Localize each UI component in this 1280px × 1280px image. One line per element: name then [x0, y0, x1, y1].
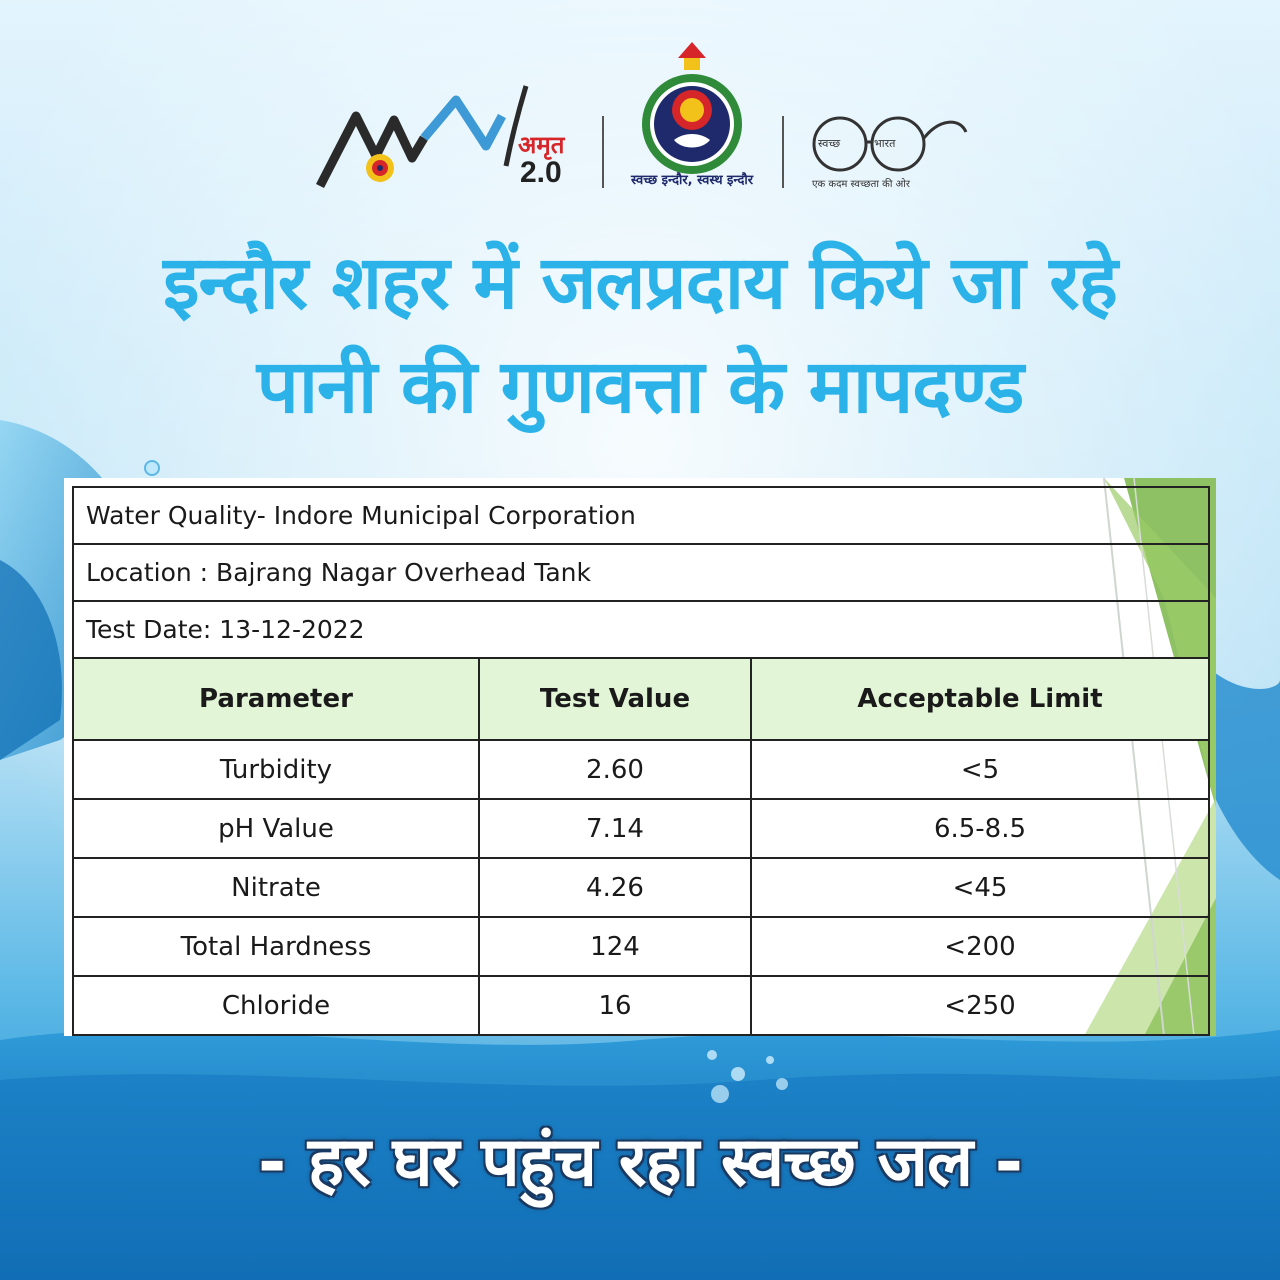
- table-row: [73, 917, 1209, 976]
- test-value-cell: 16: [479, 976, 751, 1035]
- location-text: Location : Bajrang Nagar Overhead Tank: [73, 544, 1209, 601]
- water-quality-card: [64, 478, 1216, 1036]
- parameter-cell: Turbidity: [73, 740, 479, 799]
- limit-cell: <200: [751, 917, 1209, 976]
- logo-divider: [782, 116, 784, 188]
- test-value-cell: 7.14: [479, 799, 751, 858]
- swachh-left-text: स्वच्छ: [818, 137, 841, 150]
- table-title: Water Quality- Indore Municipal Corporation: [73, 487, 1209, 544]
- imc-tagline: स्वच्छ इन्दौर, स्वस्थ इन्दौर: [630, 173, 754, 188]
- test-value-cell: 124: [479, 917, 751, 976]
- test-date-text: Test Date: 13-12-2022: [73, 601, 1209, 658]
- parameter-cell: Nitrate: [73, 858, 479, 917]
- test-value-cell: 2.60: [479, 740, 751, 799]
- amrut-version-text: 2.0: [520, 156, 562, 189]
- column-header-parameter: Parameter: [73, 658, 479, 740]
- swachh-right-text: भारत: [874, 137, 896, 150]
- limit-cell: <5: [751, 740, 1209, 799]
- test-value-cell: 4.26: [479, 858, 751, 917]
- amrut-hindi-text: अमृत: [518, 131, 565, 159]
- imc-emblem: [640, 38, 744, 178]
- footer-slogan: - हर घर पहुंच रहा स्वच्छ जल -: [257, 1123, 1023, 1202]
- limit-cell: <45: [751, 858, 1209, 917]
- table-row: [73, 976, 1209, 1035]
- water-quality-table: [72, 486, 1210, 1036]
- limit-cell: <250: [751, 976, 1209, 1035]
- table-row: [73, 799, 1209, 858]
- column-header-test-value: Test Value: [479, 658, 751, 740]
- parameter-cell: Total Hardness: [73, 917, 479, 976]
- table-row: [73, 858, 1209, 917]
- table-row: [73, 740, 1209, 799]
- parameter-cell: Chloride: [73, 976, 479, 1035]
- column-header-acceptable-limit: Acceptable Limit: [751, 658, 1209, 740]
- limit-cell: 6.5-8.5: [751, 799, 1209, 858]
- headline-line-2: पानी की गुणवत्ता के मापदण्ड: [256, 344, 1024, 430]
- parameter-cell: pH Value: [73, 799, 479, 858]
- swachh-tagline: एक कदम स्वच्छता की ओर: [812, 179, 910, 190]
- headline-line-1: इन्दौर शहर में जलप्रदाय किये जा रहे: [163, 240, 1117, 326]
